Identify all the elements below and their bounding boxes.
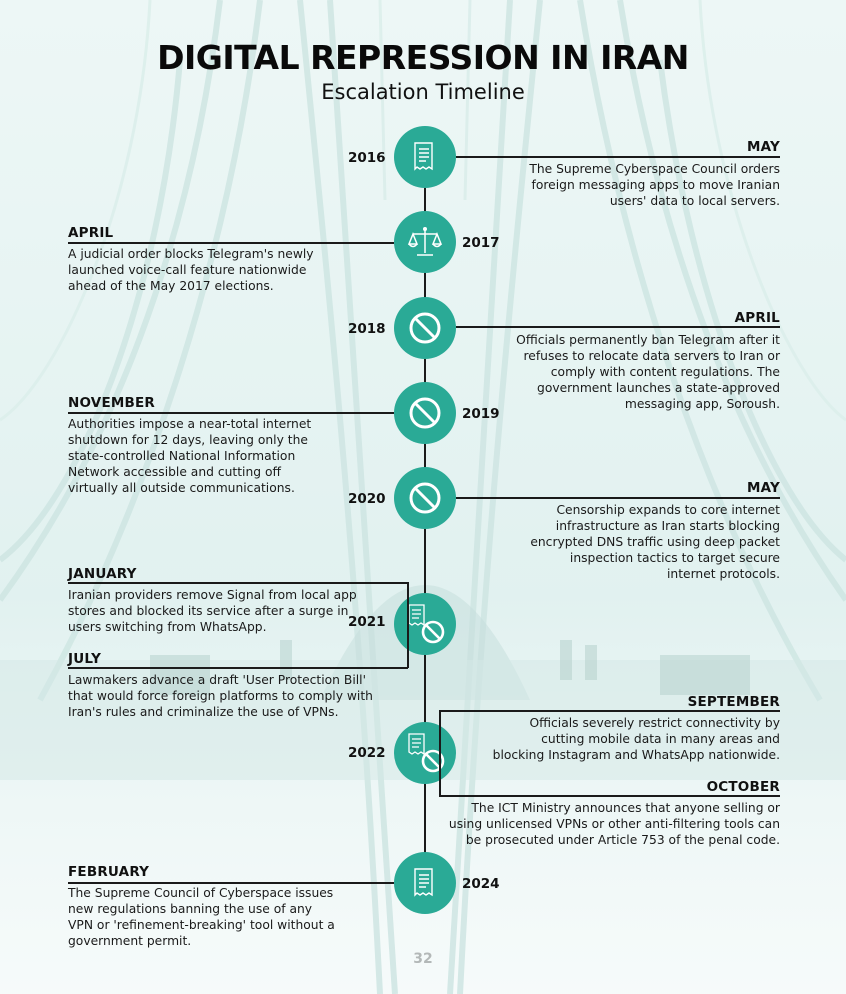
event-month: APRIL [68,225,114,241]
event-month: NOVEMBER [68,395,156,411]
event-description: Censorship expands to core internet infrastructure as Iran starts blocking encrypted DNS traffic using deep packet inspection tactics to target secure internet protocols. [530,503,780,581]
connector-line [456,326,780,328]
timeline-node-2019 [394,382,456,444]
connector-line [439,710,441,796]
ban-icon [407,480,443,516]
connector-line [456,497,780,499]
document-icon [408,866,442,900]
event-description: Authorities impose a near-total internet shutdown for 12 days, leaving only the state-controlled National Information Network accessible and cutting off virtually all outside communications. [68,417,312,495]
event-month: JULY [68,651,102,667]
event-description: Officials severely restrict connectivity by cutting mobile data in many areas and blocking Instagram and WhatsApp nationwide. [492,716,780,762]
timeline-node-2018 [394,297,456,359]
page-title: DIGITAL REPRESSION IN IRAN [157,38,689,77]
year-label: 2022 [348,745,386,761]
timeline-node-2016 [394,126,456,188]
event-description: A judicial order blocks Telegram's newly launched voice-call feature nationwide ahead of the May 2017 elections. [68,247,314,293]
connector-line [407,582,409,668]
event-month: MAY [747,139,780,155]
connector-line [68,412,394,414]
event-month: OCTOBER [706,779,780,795]
event-description: The ICT Ministry announces that anyone selling or using unlicensed VPNs or other anti-filtering tools can be prosecuted under Article 753 of the penal code. [448,801,780,847]
event-description: Iranian providers remove Signal from local app stores and blocked its service after a surge in users switching from WhatsApp. [68,588,357,634]
event-month: APRIL [734,310,780,326]
event-month: FEBRUARY [68,864,150,880]
year-label: 2019 [462,406,500,422]
ban-icon [407,395,443,431]
ban-icon [407,310,443,346]
year-label: 2016 [348,150,386,166]
document-icon [408,140,442,174]
page-number: 32 [413,951,433,967]
timeline-node-2021 [394,593,456,655]
year-label: 2020 [348,491,386,507]
event-month: SEPTEMBER [687,694,780,710]
year-label: 2018 [348,321,386,337]
year-label: 2024 [462,876,500,892]
page-subtitle: Escalation Timeline [321,80,525,104]
connector-line [439,795,780,797]
connector-line [68,242,394,244]
scales-icon [407,224,443,260]
event-description: Lawmakers advance a draft 'User Protection Bill' that would force foreign platforms to comply with Iran's rules and criminalize the use of VPNs. [68,673,373,719]
connector-line [68,882,394,884]
connector-line [68,582,408,584]
document-ban-icon [403,602,447,646]
timeline-node-2024 [394,852,456,914]
year-label: 2017 [462,235,500,251]
event-month: JANUARY [68,566,137,582]
event-description: The Supreme Council of Cyberspace issues new regulations banning the use of any VPN or 'refinement-breaking' tool without a government permit. [68,886,335,948]
timeline-node-2022 [394,722,456,784]
connector-line [456,156,780,158]
event-description: The Supreme Cyberspace Council orders foreign messaging apps to move Iranian users' data to local servers. [529,162,780,208]
timeline-node-2017 [394,211,456,273]
timeline-node-2020 [394,467,456,529]
event-month: MAY [747,480,780,496]
connector-line [439,710,780,712]
year-label: 2021 [348,614,386,630]
connector-line [68,667,408,669]
event-description: Officials permanently ban Telegram after it refuses to relocate data servers to Iran or comply with content regulations. The government launches a state-approved messaging app, Soroush. [516,333,780,411]
